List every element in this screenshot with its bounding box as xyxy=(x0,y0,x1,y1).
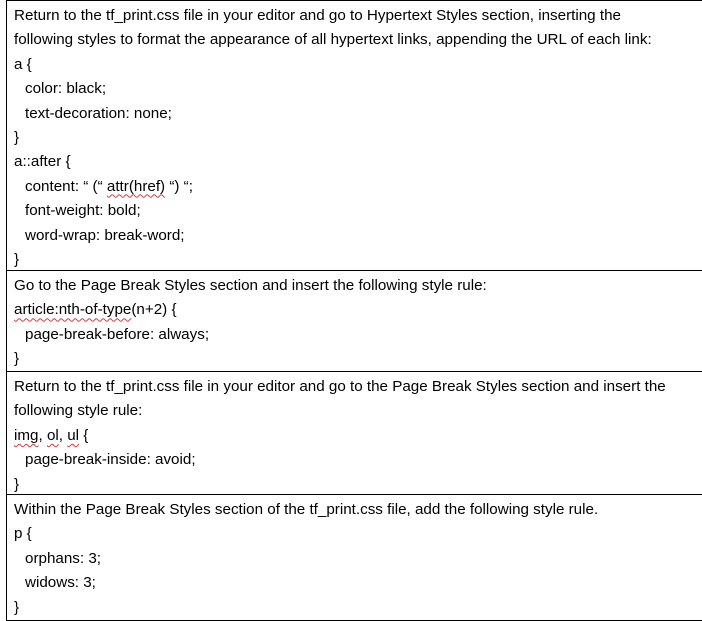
text-run: } xyxy=(14,128,20,146)
code-line xyxy=(14,424,702,448)
text-run: following styles to format the appearance of all hypertext links, appending the URL of each link: xyxy=(14,31,652,49)
text-run: } xyxy=(14,350,20,368)
code-line xyxy=(14,547,702,571)
code-line xyxy=(14,150,702,174)
spellcheck-squiggle-text: article:nth-of-type xyxy=(14,301,132,319)
text-run: font-weight: bold; xyxy=(25,202,141,220)
text-run: page-break-before: always; xyxy=(25,325,210,343)
table-row xyxy=(6,271,702,372)
text-run: } xyxy=(14,598,20,616)
code-line xyxy=(14,522,702,546)
code-line xyxy=(14,473,702,497)
text-run: , xyxy=(38,426,47,444)
instruction-text xyxy=(14,4,702,28)
code-line xyxy=(14,298,702,322)
text-run: word-wrap: break-word; xyxy=(25,226,185,244)
text-run: content: “ (“ xyxy=(25,177,107,195)
text-run: color: black; xyxy=(25,80,107,98)
text-run: page-break-inside: avoid; xyxy=(25,451,196,469)
spellcheck-squiggle-text: img xyxy=(14,426,39,444)
code-line xyxy=(14,248,702,272)
text-run: “) “; xyxy=(165,177,193,195)
text-run: { xyxy=(79,426,89,444)
text-run: widows: 3; xyxy=(25,574,96,592)
code-line xyxy=(14,77,702,101)
text-run: } xyxy=(14,475,20,493)
code-line xyxy=(14,199,702,223)
code-line xyxy=(14,571,702,595)
text-run: a { xyxy=(14,55,32,73)
text-run: a::after { xyxy=(14,153,71,171)
spellcheck-squiggle-text: ul xyxy=(67,426,80,444)
instruction-text xyxy=(14,375,702,399)
text-run: orphans: 3; xyxy=(25,549,101,567)
code-line xyxy=(14,126,702,150)
text-run: text-decoration: none; xyxy=(25,104,172,122)
code-line xyxy=(14,448,702,472)
instruction-text xyxy=(14,28,702,52)
text-run: } xyxy=(14,250,20,268)
spellcheck-squiggle-text: ol xyxy=(46,426,59,444)
text-run: Go to the Page Break Styles section and insert the following style rule: xyxy=(14,277,487,294)
code-line xyxy=(14,175,702,199)
code-line xyxy=(14,596,702,620)
table-row xyxy=(6,1,702,271)
instruction-text xyxy=(14,399,702,423)
instructions-table xyxy=(6,0,702,621)
instruction-text xyxy=(14,498,702,522)
spellcheck-squiggle-text: attr(href) xyxy=(106,177,166,195)
text-run: Within the Page Break Styles section of the tf_print.css file, add the following style rule. xyxy=(14,501,599,518)
text-run: , xyxy=(58,426,68,444)
text-run: following style rule: xyxy=(14,402,143,420)
code-line xyxy=(14,53,702,77)
text-run: Return to the tf_print.css file in your editor and go to the Page Break Styles section and insert the xyxy=(14,378,666,395)
table-row xyxy=(6,495,702,621)
text-run: (n+2) { xyxy=(131,301,177,319)
code-line xyxy=(14,347,702,371)
instruction-text xyxy=(14,274,702,298)
text-run: Return to the tf_print.css file in your editor and go to Hypertext Styles section, inserting the xyxy=(14,7,621,24)
code-line xyxy=(14,224,702,248)
code-line xyxy=(14,323,702,347)
table-row xyxy=(6,372,702,495)
text-run: p { xyxy=(14,525,32,543)
code-line xyxy=(14,102,702,126)
